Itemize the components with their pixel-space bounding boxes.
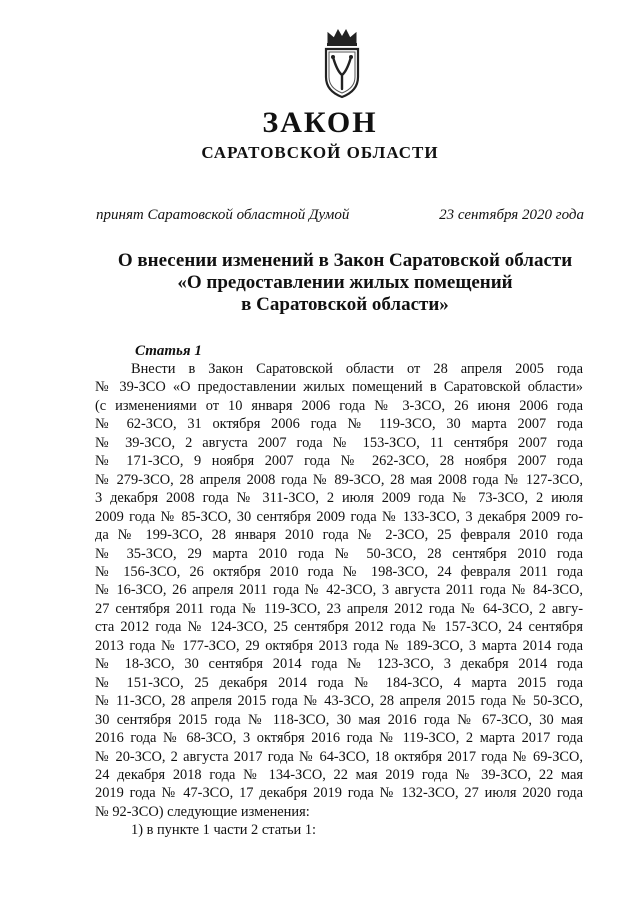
adoption-statement: принят Саратовской областной Думой <box>96 207 350 223</box>
article-title: Статья 1 <box>135 343 202 359</box>
heading-line: О внесении изменений в Закон Саратовской области <box>117 250 573 271</box>
heading-line: «О предоставлении жилых помещений <box>177 272 513 293</box>
body-line: № 151-ЗСО, 25 декабря 2014 года № 184-ЗСО, 4 марта 2015 года <box>95 674 583 691</box>
body-line: 2019 года № 47-ЗСО, 17 декабря 2019 года № 132-ЗСО, 27 июля 2020 года <box>95 785 583 802</box>
body-line: 27 сентября 2011 года № 119-ЗСО, 23 апреля 2012 года № 64-ЗСО, 2 авгу- <box>95 600 583 617</box>
body-line: № 11-ЗСО, 28 апреля 2015 года № 43-ЗСО, 28 апреля 2015 года № 50-ЗСО, <box>95 693 583 710</box>
law-title: ЗАКОН <box>262 106 378 139</box>
body-line: 30 сентября 2015 года № 118-ЗСО, 30 мая 2016 года № 67-ЗСО, 30 мая <box>95 711 583 728</box>
body-line: 2016 года № 68-ЗСО, 3 октября 2016 года № 119-ЗСО, 2 марта 2017 года <box>95 730 583 747</box>
body-line: № 279-ЗСО, 28 апреля 2008 года № 89-ЗСО, 28 мая 2008 года № 127-ЗСО, <box>95 471 583 488</box>
body-line: 2013 года № 177-ЗСО, 29 октября 2013 года № 189-ЗСО, 3 марта 2014 года <box>95 637 583 654</box>
body-line: № 39-ЗСО «О предоставлении жилых помещений в Саратовской области» <box>95 379 583 396</box>
body-line: Внести в Закон Саратовской области от 28 апреля 2005 года <box>131 361 583 377</box>
body-line: № 16-ЗСО, 26 апреля 2011 года № 42-ЗСО, 3 августа 2011 года № 84-ЗСО, <box>95 582 583 599</box>
document-heading <box>0 250 640 316</box>
body-line: № 20-ЗСО, 2 августа 2017 года № 64-ЗСО, 18 октября 2017 года № 69-ЗСО, <box>95 748 583 765</box>
body-line: № 35-ЗСО, 29 марта 2010 года № 50-ЗСО, 28 сентября 2010 года <box>95 545 583 562</box>
body-line: ста 2012 года № 124-ЗСО, 25 сентября 2012 года № 157-ЗСО, 24 сентября <box>95 619 583 636</box>
body-line: да № 199-ЗСО, 28 января 2010 года № 2-ЗСО, 25 февраля 2010 года <box>95 527 583 544</box>
region-name: САРАТОВСКОЙ ОБЛАСТИ <box>201 143 439 162</box>
body-line: № 171-ЗСО, 9 ноября 2007 года № 262-ЗСО, 28 ноября 2007 года <box>95 453 583 470</box>
body-line: 1) в пункте 1 части 2 статьи 1: <box>131 822 317 839</box>
body-line: 2009 года № 85-ЗСО, 30 сентября 2009 года № 133-ЗСО, 3 декабря 2009 го- <box>95 508 583 525</box>
article-body <box>95 360 583 840</box>
body-line: 24 декабря 2018 года № 134-ЗСО, 22 мая 2019 года № 39-ЗСО, 22 мая <box>95 766 583 783</box>
heading-line: в Саратовской области» <box>241 294 449 315</box>
body-line: (с изменениями от 10 января 2006 года № 3-ЗСО, 26 июня 2006 года <box>95 397 583 414</box>
adoption-date: 23 сентября 2020 года <box>439 207 584 223</box>
body-line: № 156-ЗСО, 26 октября 2010 года № 198-ЗСО, 24 февраля 2011 года <box>95 563 583 580</box>
body-line: 3 декабря 2008 года № 311-ЗСО, 2 июля 2009 года № 73-ЗСО, 2 июля <box>95 490 583 507</box>
coat-of-arms-icon <box>318 27 366 99</box>
body-line: № 18-ЗСО, 30 сентября 2014 года № 123-ЗСО, 3 декабря 2014 года <box>95 656 583 673</box>
body-line: № 62-ЗСО, 31 октября 2006 года № 119-ЗСО, 30 марта 2007 года <box>95 416 583 433</box>
body-line: № 39-ЗСО, 2 августа 2007 года № 153-ЗСО, 11 сентября 2007 года <box>95 434 583 451</box>
body-line: № 92-ЗСО) следующие изменения: <box>95 803 310 820</box>
